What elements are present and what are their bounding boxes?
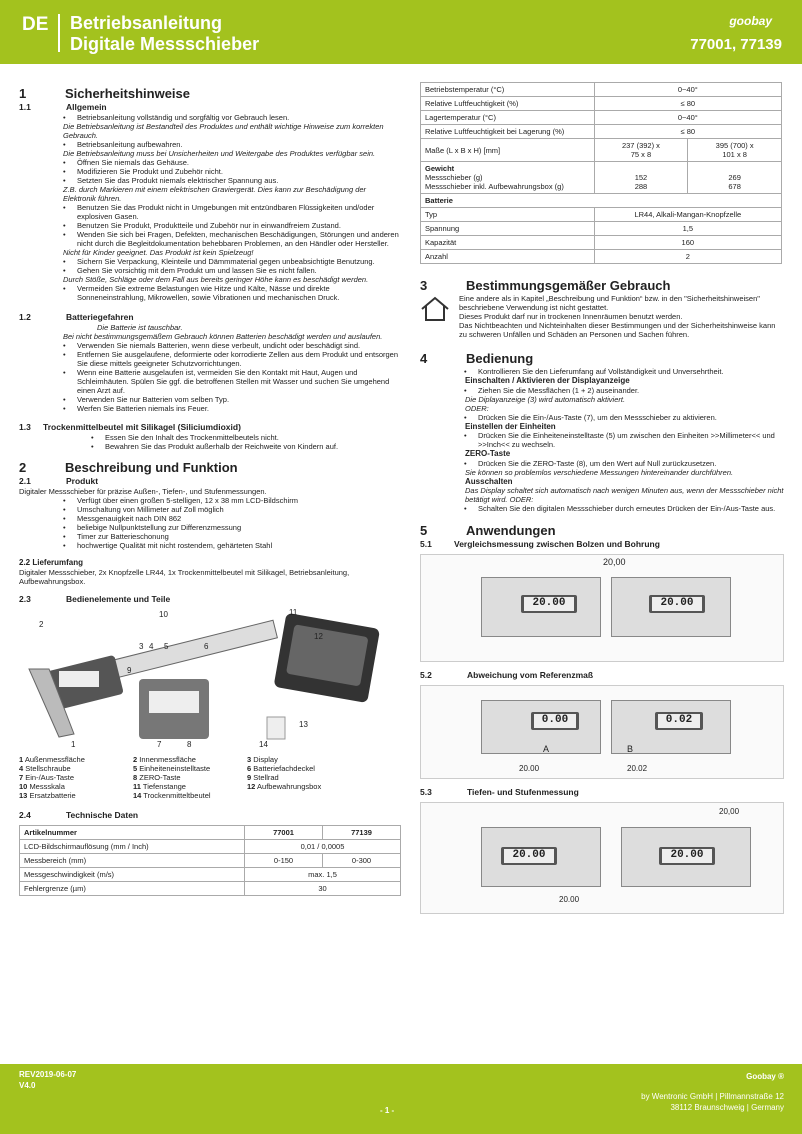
header-divider [58,14,60,52]
list-item: • Kontrollieren Sie den Lieferumfang auf Vollständigkeit und Unversehrtheit. [478,367,784,376]
table-header: 77139 [323,825,401,839]
label-a: A [543,744,550,755]
list-item: • Schalten Sie den digitalen Messschieber durch erneutes Drücken der Ein-/Aus-Taste aus. [478,504,784,513]
list-item: • Vermeiden Sie extreme Belastungen wie Hitze und Kälte, Nässe und direkte Sonneneinstrahlung, Mikrowellen, sowie Vibrationen und mechanischen Druck. [77,284,399,302]
usage-block [420,294,784,339]
note: Die Batterie ist tauschbar. [97,323,183,332]
subheading: Einschalten / Aktivieren der Displayanzeige [465,376,630,385]
dimension-label: 20,00 [719,807,740,817]
article-numbers: 77001, 77139 [690,36,782,53]
list [19,433,399,451]
legend-item: 10 Messskala [19,781,65,791]
list [19,496,399,550]
list-item: • Betriebsanleitung aufbewahren. [77,140,399,149]
fig-label: 5 [164,641,169,651]
legend-item: 13 Ersatzbatterie [19,790,76,800]
note: Sie können so problemlos verschiedene Messungen hintereinander durchführen. [465,467,734,477]
language-code: DE [22,14,49,35]
paragraph: Digitaler Messschieber, 2x Knopfzelle LR44, 1x Trockenmittelbeutel mit Silikagel, Betriebsanleitung, Aufbewahrungsbox. [19,567,350,586]
fig-label: 2 [39,619,44,629]
table-cell: Anzahl [421,250,595,264]
figure-depth [420,802,784,914]
list [420,413,784,422]
lcd-display: 0.00 [531,712,579,730]
lcd-display: 20.00 [501,847,557,865]
table-cell: Relative Luftfeuchtigkeit (%) [421,97,595,111]
table-cell: Batterie [421,194,782,208]
specs-table [420,82,782,264]
subheading: Ausschalten [465,476,513,486]
subsection-heading: 2.4 Technische Daten [19,809,139,820]
list-item: • Drücken Sie die Einheiteneinstelltaste (5) um zwischen den Einheiten >>Millimeter<< und >>Inch<< zu wechseln. [478,431,784,449]
table-cell: Kapazität [421,236,595,250]
dimension-label: 20.00 [519,764,540,774]
footer-address: by Wentronic GmbH | Pillmannstraße 12 [641,1092,784,1101]
doc-subtitle: Digitale Messschieber [70,34,260,54]
table-cell: 237 (392) x 75 x 8 [594,139,688,162]
subsection-heading: 5.2 Abweichung vom Referenzmaß [420,670,594,681]
list [19,341,399,413]
lcd-display: 20.00 [649,595,705,613]
list-item: • Modifizieren Sie Produkt und Zubehör nicht. [77,167,399,176]
table-cell: 0~40° [594,111,781,125]
table-cell: 0,01 / 0,0005 [245,839,401,853]
table-cell: Fehlergrenze (µm) [20,881,245,895]
list [420,367,784,376]
legend-item: 2 Innenmessfläche [133,754,196,764]
table-header: Artikelnummer [20,825,245,839]
paragraph: Digitaler Messschieber für präzise Außen-, Tiefen-, und Stufenmessungen. [19,487,267,496]
left-column [19,84,399,896]
legend-item: 11 Tiefenstange [133,781,186,791]
fig-label: 1 [71,739,76,749]
legend-item: 6 Batteriefachdeckel [247,763,315,773]
parts-figure [19,609,399,749]
note: Nicht für Kinder geeignet. Das Produkt ist kein Spielzeug! [63,248,254,257]
list-item: • Benutzen Sie das Produkt nicht in Umgebungen mit entzündbaren Flüssigkeiten und/oder explosiven Gasen. [77,203,399,221]
legend-item: 5 Einheiteneinstelltaste [133,763,211,773]
subheading: Einstellen der Einheiten [465,421,556,431]
figure-reference [420,685,784,779]
subsection-heading: 5.3 Tiefen- und Stufenmessung [420,787,579,798]
tech-table [19,825,401,896]
table-cell: 30 [245,881,401,895]
table-cell: max. 1,5 [245,867,401,881]
fig-label: 7 [157,739,162,749]
note: Das Display schaltet sich automatisch nach wenigen Minuten aus, wenn der Messschieber nicht betätigt wird. ODER: [465,486,784,505]
subsection-heading: 1.3 Trockenmittelbeutel mit Silikagel (Siliciumdioxid) [19,422,241,432]
list-item: • hochwertige Qualität mit nicht rostendem, gehärteten Stahl [77,541,399,550]
note: Die Betriebsanleitung muss bei Unsicherheiten und Weitergabe des Produktes verfügbar sein. [63,149,376,158]
table-cell: Typ [421,208,595,222]
list-item: • Wenn eine Batterie ausgelaufen ist, vermeiden Sie den Kontakt mit Haut, Augen und Schleimhäuten. Spülen Sie ggf. die betroffenen Stellen mit Wasser und suchen Sie umgehend einen Arzt auf. [77,368,399,395]
fig-label: 11 [289,608,298,617]
list [420,431,784,449]
note: Bei nicht bestimmungsgemäßem Gebrauch können Batterien beschädigt werden und auslaufen. [63,332,383,341]
fig-label: 4 [149,641,154,651]
list-item: • Öffnen Sie niemals das Gehäuse. [77,158,399,167]
note: Die Diplayanzeige (3) wird automatisch aktiviert. [465,394,626,404]
list-item: • Verwenden Sie nur Batterien vom selben Typ. [77,395,399,404]
list-item: • Drücken Sie die ZERO-Taste (8), um den Wert auf Null zurückzusetzen. [478,459,784,468]
paragraph: Eine andere als in Kapitel „Beschreibung und Funktion“ bzw. in den "Sicherheitshinweisen" beschriebene Verwendung ist nicht gestattet. [459,294,760,312]
fig-label: 10 [159,609,168,619]
table-cell: 0~40° [594,83,781,97]
fig-label: 8 [187,739,192,749]
subsection-heading: 2.1 Produkt [19,476,99,486]
table-cell: ≤ 80 [594,125,781,139]
subsection-heading: 1.1 Allgemein [19,102,107,112]
list-item: • Entfernen Sie ausgelaufene, deformierte oder korrodierte Zellen aus dem Produkt und entsorgen Sie diese mittels geeigneter Schutzvorrichtungen. [77,350,399,368]
list-item: • Timer zur Batterieschonung [77,532,399,541]
section-heading: 2 Beschreibung und Funktion [19,460,238,475]
page-number: - 1 - [380,1106,395,1115]
table-cell: Betriebstemperatur (°C) [421,83,595,97]
footer-brand: Goobay ® [746,1072,784,1081]
section-heading: 4 Bedienung [420,351,534,366]
list [420,504,784,513]
list-item: • Messgenauigkeit nach DIN 862 [77,514,399,523]
table-cell: 160 [594,236,781,250]
figure-comparison [420,554,784,662]
paragraph: Das Nichtbeachten und Nichteinhalten dieser Bestimmungen und der Sicherheitshinweise kann zu schweren Unfällen und Schäden an Personen und Sachen führen. [459,321,776,339]
dimension-label: 20.00 [559,895,580,905]
revision: REV2019-06-07 [19,1070,77,1079]
subsection-heading: 2.3 Bedienelemente und Teile [19,593,171,604]
subsection-heading: 2.2 Lieferumfang [19,558,84,567]
header [0,0,802,64]
legend-item: 12 Aufbewahrungsbox [247,781,322,791]
list-item: • Bewahren Sie das Produkt außerhalb der Reichweite von Kindern auf. [105,442,399,451]
table-cell: 152 288 [594,162,688,194]
label-b: B [627,744,634,755]
list [19,158,399,185]
fig-label: 13 [299,719,308,729]
fig-label: 9 [127,665,132,675]
subheading: ZERO-Taste [465,449,511,459]
list-item: • Essen Sie den Inhalt des Trockenmittelbeutels nicht. [105,433,399,442]
house-icon [420,296,450,322]
version: V4.0 [19,1081,36,1090]
lcd-display: 0.02 [655,712,703,730]
table-cell: Messgeschwindigkeit (m/s) [20,867,245,881]
list-item: • beliebige Nullpunktstellung zur Differenzmessung [77,523,399,532]
list-item: • Umschaltung von Millimeter auf Zoll möglich [77,505,399,514]
dimension-label: 20.02 [627,764,648,774]
footer [0,1064,802,1134]
legend-item: 4 Stellschraube [19,763,71,773]
subsection-heading: 1.2 Batteriegefahren [19,312,134,322]
dimension-label: 20,00 [603,557,626,568]
fig-label: 3 [139,641,144,651]
note: Z.B. durch Markieren mit einem elektrischen Graviergerät. Dies kann zur Beschädigung der Elektronik führen. [63,185,367,203]
list-item: • Betriebsanleitung vollständig und sorgfältig vor Gebrauch lesen. [77,113,399,122]
list [19,140,399,149]
legend-item: 14 Trockenmitteltbeutel [133,790,211,800]
table-cell: 0-150 [245,853,323,867]
table-cell: Maße (L x B x H) [mm] [421,139,595,162]
list-item: • Werfen Sie Batterien niemals ins Feuer. [77,404,399,413]
legend-item: 7 Ein-/Aus-Taste [19,772,75,782]
section-heading: 5 Anwendungen [420,523,556,539]
list-item: • Benutzen Sie Produkt, Produktteile und Zubehör nur in einwandfreiem Zustand. [77,221,399,230]
legend-item: 8 ZERO-Taste [133,772,181,782]
note: Durch Stöße, Schläge oder dem Fall aus bereits geringer Höhe kann es beschädigt werden. [63,275,369,284]
table-cell: 395 (700) x 101 x 8 [688,139,782,162]
list-item: • Drücken Sie die Ein-/Aus-Taste (7), um den Messschieber zu aktivieren. [478,413,784,422]
list [19,257,399,275]
table-cell: Messbereich (mm) [20,853,245,867]
list-item: • Wenden Sie sich bei Fragen, Defekten, mechanischen Beschädigungen, Störungen und anderen nicht durch die Begleitdokumentation behebbaren Problemen, an den Händler oder Hersteller. [77,230,399,248]
fig-label: 6 [204,641,209,651]
caliper-parts-illustration [19,609,399,749]
fig-label: 14 [259,739,268,749]
table-cell: LCD-Bildschirmauflösung (mm / Inch) [20,839,245,853]
table-cell: Spannung [421,222,595,236]
right-column [420,84,784,914]
fig-label: 12 [314,631,323,641]
table-cell: 2 [594,250,781,264]
parts-legend [19,755,399,800]
list-item: • Ziehen Sie die Messflächen (1 + 2) auseinander. [478,386,784,395]
table-cell: 269 678 [688,162,782,194]
doc-title: Betriebsanleitung [70,13,223,33]
footer-address: 38112 Braunschweig | Germany [670,1103,784,1112]
lcd-display: 20.00 [521,595,577,613]
section-heading: 3 Bestimmungsgemäßer Gebrauch [420,278,671,293]
table-cell: Gewicht Messschieber (g) Messschieber inkl. Aufbewahrungsbox (g) [421,162,595,194]
list-item: • Gehen Sie vorsichtig mit dem Produkt um und lassen Sie es nicht fallen. [77,266,399,275]
list-item: • Verfügt über einen großen 5-stelligen, 12 x 38 mm LCD-Bildschirm [77,496,399,505]
list-item: • Sichern Sie Verpackung, Kleinteile und Dämmmaterial gegen unbeabsichtigte Benutzung. [77,257,399,266]
list [19,284,399,302]
list-item: • Verwenden Sie niemals Batterien, wenn diese verbeult, undicht oder beschädigt sind. [77,341,399,350]
note: Die Betriebsanleitung ist Bestandteil des Produktes und enthält wichtige Hinweise zum korrekten Gebrauch. [63,122,384,140]
note: ODER: [465,403,489,413]
table-cell: ≤ 80 [594,97,781,111]
brand-logo: goobay [729,14,772,28]
list-item: • Setzten Sie das Produkt niemals elektrischer Spannung aus. [77,176,399,185]
legend-item: 3 Display [247,754,278,764]
legend-item: 9 Stellrad [247,772,279,782]
section-heading: 1 Sicherheitshinweise [19,86,190,101]
list [19,113,399,122]
table-cell: 1,5 [594,222,781,236]
legend-item: 1 Außenmessfläche [19,754,85,764]
lcd-display: 20.00 [659,847,715,865]
list [420,386,784,395]
list [420,459,784,468]
list [19,203,399,248]
subsection-heading: 5.1 Vergleichsmessung zwischen Bolzen und Bohrung [420,539,660,550]
table-header: 77001 [245,825,323,839]
table-cell: Relative Luftfeuchtigkeit bei Lagerung (%) [421,125,595,139]
table-cell: Lagertemperatur (°C) [421,111,595,125]
paragraph: Dieses Produkt darf nur in trockenen Innenräumen benutzt werden. [459,312,683,321]
table-cell: 0-300 [323,853,401,867]
table-cell: LR44, Alkali-Mangan-Knopfzelle [594,208,781,222]
